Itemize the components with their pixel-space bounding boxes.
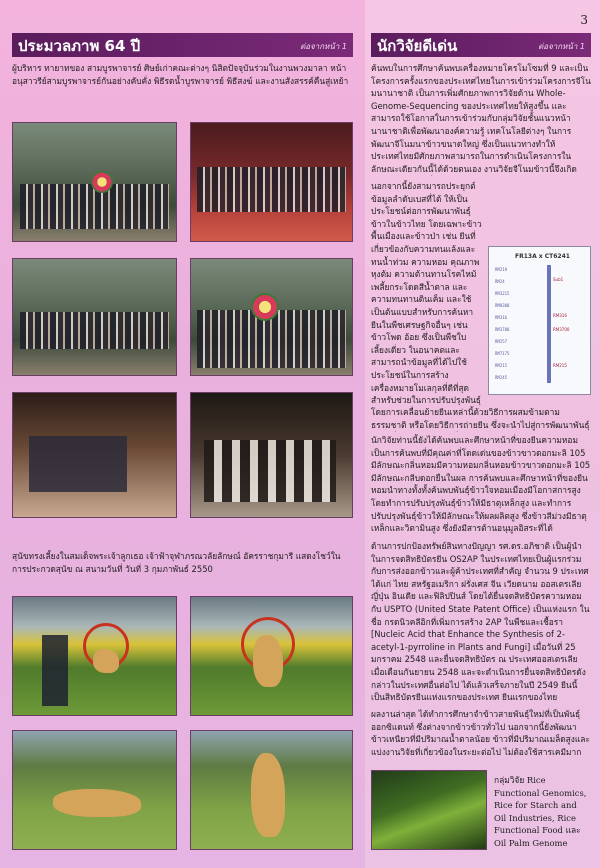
locus-label: RM215 [553,363,567,368]
photo-dog-jump [190,596,353,716]
wreath-icon [91,171,113,193]
photo-water-ceremony-1 [12,392,177,518]
marker-label: RM257 [495,339,508,344]
photo-group-hall [190,122,353,242]
wreath-icon [251,293,279,321]
photo-people [42,635,68,706]
photo-dog-lying [12,730,177,850]
marker-label: RM7175 [495,351,510,356]
genetic-map-figure [488,246,591,395]
photo-people [20,312,170,349]
marker-label: RM8300 [495,303,510,308]
photo-wreath-laying [190,258,353,376]
right-paragraph-3: นักวิจัยท่านนี้ยังได้ค้นพบและศึกษาหน้าที่ของยีนความหอมเป็นการค้นพบที่มีคุณค่าที่โดดเด่นของข้าวขาวดอกมะลิ 105 มีลักษณะกลิ่นหอมมีความหอมกลิ่นหอมข้าวขาวดอกมะลิ 105 มีลักษณะกลีบดอกยืนในผล การค้นพบและศึกษาหน้าที่ของยีนหอมนำทางทั้งทั้งค้นพบพันธุ์ข้าวใจหอมเมืองมีโอกาสการสูง โดยทำการปรับปรุงพันธุ์ข้าวให้มีธาตุเหล็กสูง และทำการปรับปรุงพันธุ์ข้าวให้มีลักษณะให้ผลผลิตสูง ซึ่งข้าวสีม่วงมีธาตุเหล็กและวิตามินสูง ซึ่งยังมีสารต้านอนุมูลอิสระที่ได้ [371,435,591,534]
photo-dog-standing [190,730,353,850]
genetic-map-title: FR13A x CT6241 [515,253,570,260]
locus-label: RM3700 [553,327,570,332]
marker-label: RM3700 [495,327,510,332]
left-header [12,33,353,57]
left-intro-text: ผู้บริหาร ทายาทของ สามบูรพาจารย์ ศิษย์เก่าคณะต่างๆ นิสิตปัจจุบันร่วมในงานพวงมาลา หน้าอนุสาวรีย์สามบูรพาจารย์กันอย่างคับคั่ง พิธีรดน้ำบูรพาจารย์ พิธีสงฆ์ และงานสังสรรค์คืนสู่เหย้า [12,63,349,86]
dog-icon [253,635,283,687]
photo-people [204,440,336,502]
photo-people [20,184,170,229]
right-header-continue: ต่อจากหน้า 1 [538,42,585,51]
left-dog-caption: สุนัขทรงเลี้ยงในสมเด็จพระเจ้าลูกเธอ เจ้าฟ้าจุฬาภรณวลัยลักษณ์ อัครราชกุมารี แสดงโชว์ในการประกวดสุนัข ณ สนามวันที่ วันที่ 3 กุมภาพันธ์ 2550 [12,551,341,574]
right-paragraph-1: ค้นพบในการศึกษาค้นพบเครื่องหมายโครโมโซมที่ 9 และเป็นโครงการครั้งแรกของประเทศไทยในการเข้าร่วมโครงการจีโนมนานาชาติ เป็นการเพิ่มศักยภาพการวิจัยด้าน Whole-Genome-Sequencing ของประเทศไทยให้สูงขึ้น และสามารถใช้โอกาสในการเข้าร่วมกับกลุ่มวิจัยชั้นแนวหน้านานาชาติเพื่อพัฒนาองค์ความรู้ เทคโนโลยีต่างๆ ในการพัฒนาจีโนมนาข้าวขนาดใหญ่ ซึ่งเป็นแนวทางทำให้ประเทศไทยมีศักยภาพสามารถในการดำเนินโครงการในลักษณะเดียวกันนี้ได้ด้วยตนเอง งานวิจัยจีโนมข้าวนี้จึงเกิด [371,63,591,174]
marker-label: RM24 [495,279,505,284]
photo-water-ceremony-2 [190,392,353,518]
right-paragraph-4: ด้านการปกป้องทรัพย์สินทางปัญญา รศ.ดร.อภิชาติ เป็นผู้นำในการจดสิทธิบัตรยีน OS2AP ในประเทศไทยเป็นผู้แรกร่วมกับการส่งออกข้าวและผู้ค้าประเทศที่สำคัญ จำนวน 9 ประเทศ ได้แก่ ไทย สหรัฐอเมริกา ฝรั่งเศส จีน เวียดนาม ออสเตรเลีย ญี่ปุ่น อินเดีย และฟิลิปปินส์ โดยได้ยื่นจดสิทธิบัตรความหอม กับ USPTO (United State Patent Office) เป็นแห่งแรก ในชื่อ กรดนิวคลีอิกที่เพิ่มการสร้าง 2AP ในพืชและเชื้อรา [Nucleic Acid that Enhance the Synthesis of 2-acetyl-1-pyrroline in Plants and Fungi] เมื่อวันที่ 25 มกราคม 2548 และยื่นจดสิทธิบัตร ณ ประเทศออสเตรเลีย เมื่อเดือนกันยายน 2548 และจะดำเนินการยื่นจดสิทธิบัตรดังกล่าวในประเทศอื่นต่อไป ได้แล้วเสร็จภายในปี 2549 ยีนนี้เป็นสิทธิบัตรยีนแห่งแรกของประเทศ ยีนแรกของไทย [371,541,590,703]
chromosome-bar [547,265,551,383]
photo-rice-plant [371,770,487,850]
right-paragraph-2b: โดยการเคลื่อนย้ายยีนเหล่านี้ด้วยวิธีการผสมข้ามตามธรรมชาติ หรือโดยวิธีการถ่ายยีน ซึ่งจะนำไปสู่การพัฒนาพันธุ์ [371,407,590,430]
marker-label: RM215 [495,363,508,368]
right-header [371,33,591,57]
locus-label: RM316 [553,313,567,318]
photo-dog-show-hoop [12,596,177,716]
page-number: 3 [580,13,588,27]
photo-wreath-ceremony [12,122,177,242]
locus-label: Sub1 [553,277,564,282]
left-header-continue: ต่อจากหน้า 1 [300,42,347,51]
right-paragraph-5: ผลงานล่าสุด ได้ทำการศึกษาจำข้าวสายพันธุ์ใหม่ที่เป็นพันธุ์ออกซิแดนท์ ซึ่งต่างจากข้าวข้าวทั่วไป นอกจากนี้ยังพัฒนาข้าวเหนียวที่มีปริมาณน้ำตาลน้อย ข้าวที่มีปริมาณเมล็ดสูงและแบ่งงานวิจัยที่เกี่ยวข้องในระยะต่อไป ไม่ต้องใช้สารเคมีมาก [371,709,590,757]
marker-label: RM219 [495,267,508,272]
photo-monument-crowd [12,258,177,376]
marker-label: RM245 [495,375,508,380]
photo-people [29,436,127,492]
marker-label: RM3215 [495,291,510,296]
right-header-title: นักวิจัยดีเด่น [377,37,458,55]
left-header-title: ประมวลภาพ 64 ปี [18,37,141,55]
dog-icon [93,649,119,673]
dog-icon [251,753,285,837]
right-paragraph-6: กลุ่มวิจัย Rice Functional Genomics, Rice for Starch and Oil Industries, Rice Functional Food และ Oil Palm Genome [494,775,587,848]
dog-icon [53,789,141,817]
right-paragraph-2a: นอกจากนี้ยังสามารถประยุกต์ข้อมูลลำดับเบสที่ได้ ให้เป็นประโยชน์ต่อการพัฒนาพันธุ์ข้าวในข้าวไทย โดยเฉพาะข้าวพื้นเมืองและข้าวป่า เช่น ยีนที่เกี่ยวข้องกับความทนแล้งและทนน้ำท่วม ความหอม คุณภาพหุงต้ม ความต้านทานโรคไหม้ เพลี้ยกระโดดสีน้ำตาล และความทนทานดินเค็ม และใช้เป็นต้นแบบสำหรับการค้นหายีนในพืชเศรษฐกิจอื่นๆ เช่น ข้าวโพด อ้อย ซึ่งเป็นพืชใบเลี้ยงเดี่ยว ในอนาคตและสามารถนำข้อมูลที่ได้ไปใช้ประโยชน์ในการสร้างเครื่องหมายโมเลกุลที่ดีที่สุด สำหรับช่วยในการปรับปรุงพันธุ์ [371,181,482,406]
photo-people [197,167,345,212]
marker-label: RM316 [495,315,508,320]
